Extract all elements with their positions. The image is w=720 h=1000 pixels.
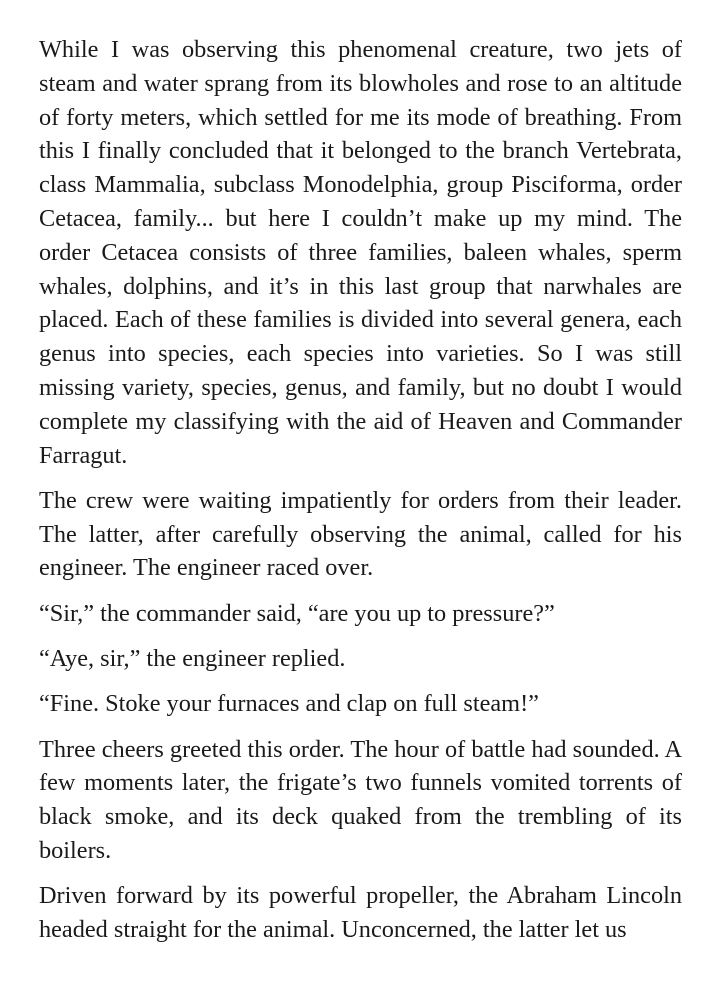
paragraph-commander-question: “Sir,” the commander said, “are you up to pressure?” [39,599,555,627]
paragraph-driven-forward: Driven forward by its powerful propeller, the Abraham Lincoln headed straight for the animal. Unconcerned, the latter let us [39,882,682,944]
document-page [39,33,682,958]
paragraph-three-cheers: Three cheers greeted this order. The hour of battle had sounded. A few moments later, the frigate’s two funnels vomited torrents of black smoke, and its deck quaked from the trembling of its boilers. [39,735,682,865]
paragraph-classification: While I was observing this phenomenal creature, two jets of steam and water sprang from its blowholes and rose to an altitude of forty meters, which settled for me its mode of breathing. From this I finally concluded that it belonged to the branch Vertebrata, class Mammalia, subclass Monodelphia, group Pisciforma, order Cetacea, family... but here I couldn’t make up my mind. The order Cetacea consists of three families, baleen whales, sperm whales, dolphins, and it’s in this last group that narwhales are placed. Each of these families is divided into several genera, each genus into species, each species into varieties. So I was still missing variety, species, genus, and family, but no doubt I would complete my classifying with the aid of Heaven and Commander Farragut. [39,36,682,469]
paragraph-crew-waiting: The crew were waiting impatiently for orders from their leader. The latter, after carefully observing the animal, called for his engineer. The engineer raced over. [39,486,682,582]
paragraph-commander-order: “Fine. Stoke your furnaces and clap on full steam!” [39,690,539,718]
paragraph-engineer-reply: “Aye, sir,” the engineer replied. [39,645,346,673]
